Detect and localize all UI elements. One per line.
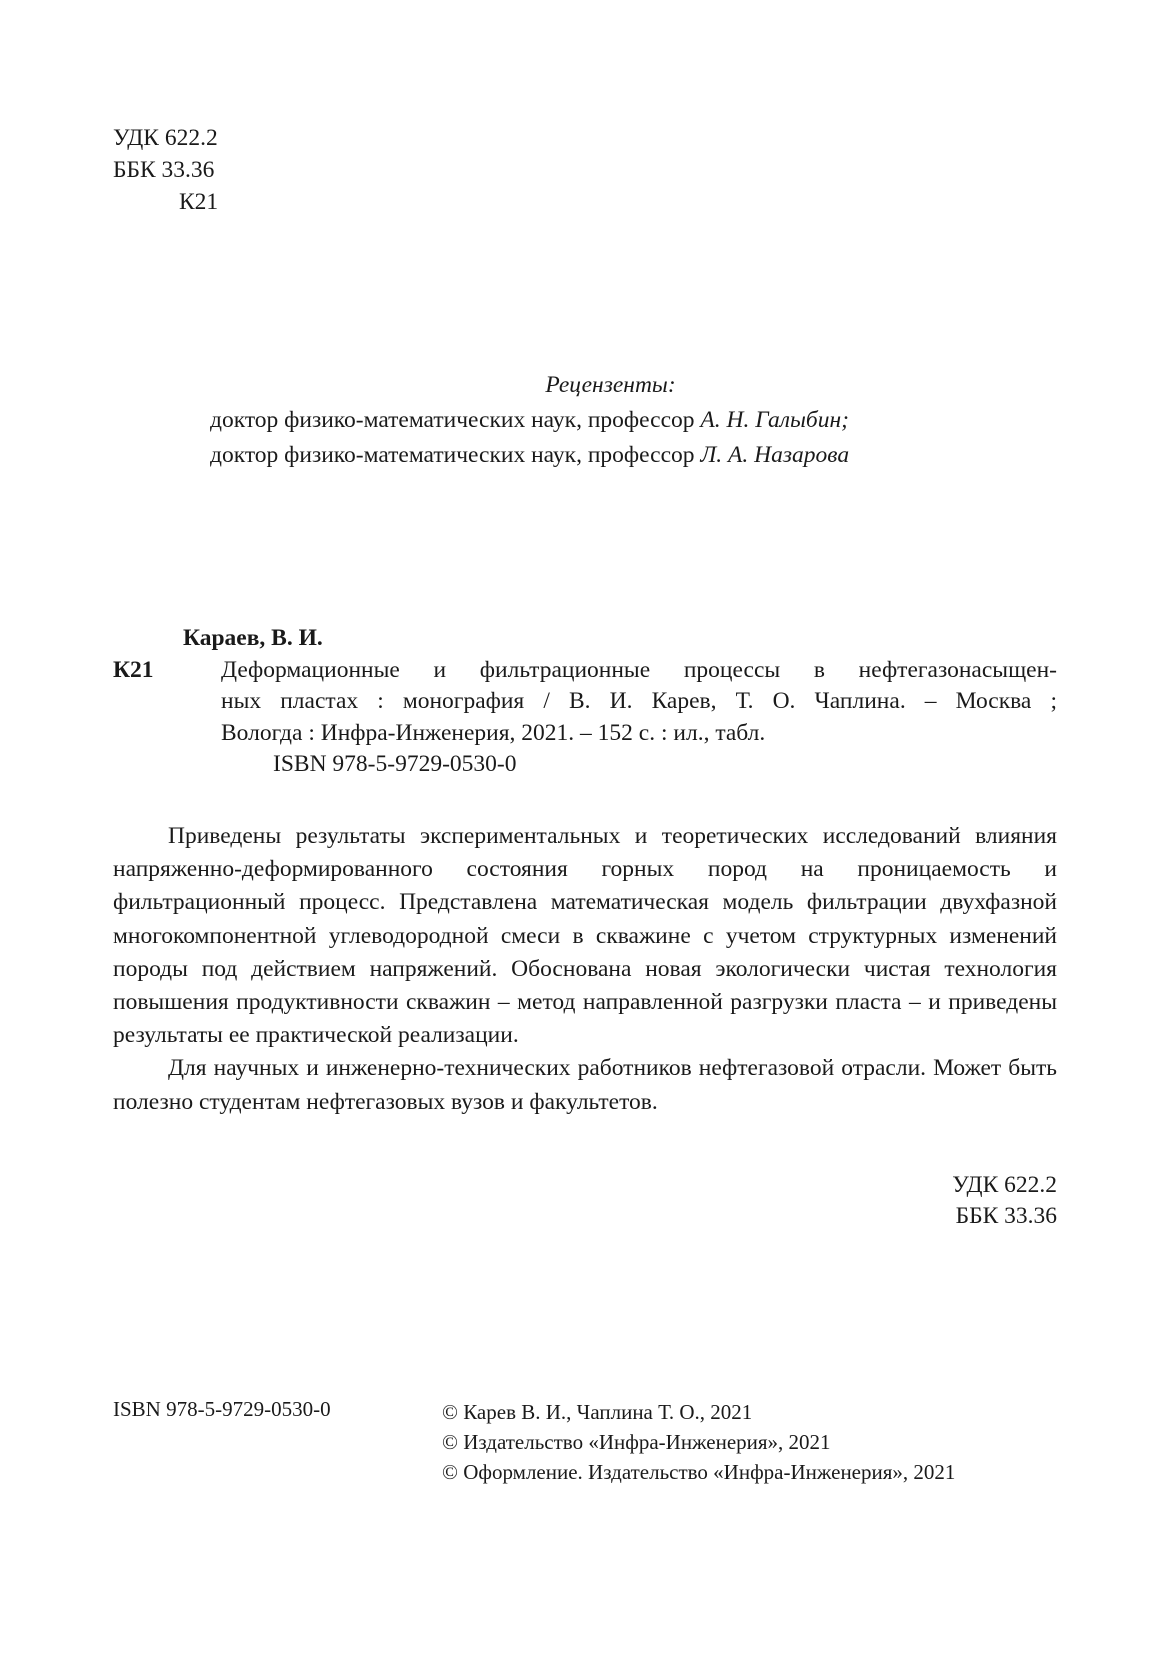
annotation-paragraph-2: Для научных и инженерно-технических работников нефтегазовой отрасли. Может быть полезно студентам нефтегазовых вузов и факультетов.: [113, 1055, 1057, 1115]
bibliographic-line-3: Вологда : Инфра-Инженерия, 2021. – 152 с. : ил., табл.: [221, 719, 766, 746]
bibliographic-record: [113, 623, 1057, 781]
bibliographic-row: [113, 655, 1057, 687]
bibliographic-line-2: ных пластах : монография / В. И. Карев, Т. О. Чаплина. – Москва ;: [221, 688, 1057, 714]
isbn-footer: ISBN 978-5-9729-0530-0: [113, 1397, 331, 1421]
book-author: Караев, В. И.: [183, 625, 323, 651]
udk-code-bottom: УДК 622.2: [952, 1172, 1057, 1198]
annotation: [113, 820, 1057, 1119]
annotation-paragraph-1: Приведены результаты экспериментальных и теоретических исследований влияния напряженно-деформированного состояния горных пород на проницаемость и фильтрационный процесс. Представлена математическая модель фильтрации двухфазной многокомпонентной углеводородной смеси в скважине с учетом структурных изменений породы под действием напряжений. Обоснована новая экологически чистая технология повышения продуктивности скважин – метод направленной разгрузки пласта – и приведены результаты ее практической реализации.: [113, 823, 1057, 1049]
reviewer-2-name: Л. А. Назарова: [700, 442, 850, 468]
reviewer-2: [0, 438, 1166, 473]
copyright-block: [442, 1397, 955, 1487]
bibliographic-code: К21: [113, 656, 154, 683]
classification-footer: [0, 1170, 1057, 1232]
bbk-code: ББК 33.36: [113, 157, 215, 183]
reviewer-2-title: доктор физико-математических наук, профессор: [210, 442, 695, 468]
classification-header: [113, 122, 218, 218]
copyright-line-2: © Издательство «Инфра-Инженерия», 2021: [442, 1430, 831, 1454]
copyright-line-1: © Карев В. И., Чаплина Т. О., 2021: [442, 1400, 753, 1424]
bibliographic-isbn: ISBN 978-5-9729-0530-0: [273, 751, 517, 777]
bbk-code-bottom: ББК 33.36: [955, 1203, 1057, 1229]
reviewers-block: [0, 368, 1166, 473]
bibliographic-line-1: Деформационные и фильтрационные процессы в нефтегазонасыщен-: [221, 656, 1057, 683]
author-mark: К21: [179, 189, 219, 215]
reviewer-1-name: А. Н. Галыбин;: [700, 407, 849, 433]
copyright-line-3: © Оформление. Издательство «Инфра-Инженерия», 2021: [442, 1460, 956, 1484]
reviewer-1-title: доктор физико-математических наук, профессор: [210, 407, 695, 433]
udk-code: УДК 622.2: [113, 125, 218, 151]
reviewers-heading: Рецензенты:: [545, 372, 676, 398]
reviewer-1: [0, 403, 1166, 438]
